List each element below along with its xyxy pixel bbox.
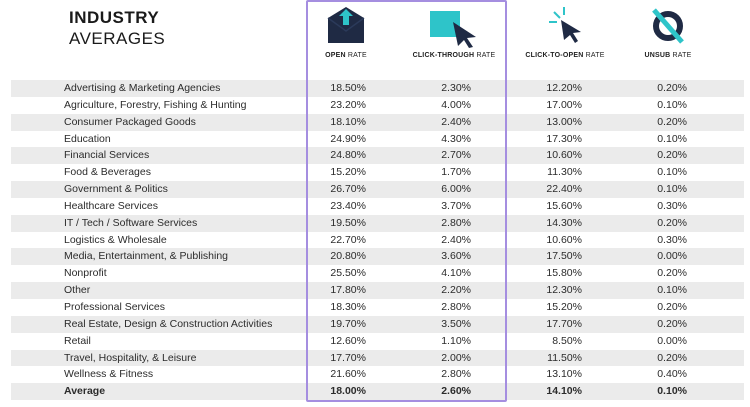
open-rate-value: 20.80% <box>330 250 366 263</box>
open-rate-value: 15.20% <box>330 166 366 179</box>
industry-name: Logistics & Wholesale <box>64 233 167 246</box>
industry-table <box>11 80 744 400</box>
table-row <box>11 181 744 198</box>
unsub-rate-value: 0.20% <box>657 216 687 229</box>
table-row <box>11 299 744 316</box>
open-rate-value: 26.70% <box>330 183 366 196</box>
click-to-open-rate-value: 15.60% <box>546 199 582 212</box>
unsub-rate-value: 0.20% <box>657 82 687 94</box>
industry-name: Real Estate, Design & Construction Activities <box>64 317 273 330</box>
column-header-unsub-rate <box>608 0 728 80</box>
open-rate-value: 23.40% <box>330 199 366 212</box>
unsub-rate-value: 0.30% <box>657 199 687 212</box>
click-to-open-rate-value: 12.20% <box>546 82 582 94</box>
table-row <box>11 147 744 164</box>
table-row <box>11 114 744 131</box>
click-through-rate-value: 2.80% <box>441 216 471 229</box>
click-to-open-rate-value: 17.30% <box>546 132 582 145</box>
click-through-rate-value: 2.30% <box>441 82 471 94</box>
click-through-rate-value: 2.80% <box>441 300 471 313</box>
click-through-rate-value: 3.60% <box>441 250 471 263</box>
click-through-rate-value: 4.30% <box>441 132 471 145</box>
cursor-click-icon <box>426 8 482 48</box>
cursor-sparkle-icon <box>544 4 586 46</box>
unsub-rate-value: 0.10% <box>657 385 687 398</box>
open-rate-value: 12.60% <box>330 334 366 347</box>
column-header-click-through-rate <box>394 0 514 80</box>
click-through-rate-value: 1.70% <box>441 166 471 179</box>
unsub-rate-value: 0.30% <box>657 233 687 246</box>
industry-name: Education <box>64 132 111 145</box>
table-row <box>11 282 744 299</box>
unsub-rate-value: 0.10% <box>657 284 687 297</box>
title-line-2: AVERAGES <box>69 29 166 48</box>
industry-name: Healthcare Services <box>64 199 158 212</box>
click-to-open-rate-value: 17.50% <box>546 250 582 263</box>
open-rate-value: 18.50% <box>330 82 366 94</box>
table-row <box>11 350 744 367</box>
click-to-open-rate-value: 11.50% <box>547 351 582 364</box>
click-to-open-rate-value: 13.00% <box>546 115 582 128</box>
unsub-rate-value: 0.20% <box>657 317 687 330</box>
industry-name: Government & Politics <box>64 183 168 196</box>
envelope-icon <box>325 4 367 46</box>
open-rate-value: 19.50% <box>330 216 366 229</box>
unsub-rate-value: 0.00% <box>657 334 687 347</box>
click-to-open-rate-value: 15.80% <box>546 267 582 280</box>
click-to-open-rate-value: 11.30% <box>547 166 582 179</box>
unsub-rate-value: 0.20% <box>657 351 687 364</box>
average-row <box>11 383 744 400</box>
industry-name: Agriculture, Forestry, Fishing & Hunting <box>64 98 247 111</box>
click-through-rate-value: 3.50% <box>441 317 471 330</box>
click-through-rate-value: 2.60% <box>441 385 471 398</box>
column-header-click-to-open-rate <box>505 0 625 80</box>
click-through-rate-value: 2.70% <box>441 149 471 162</box>
open-rate-value: 24.90% <box>330 132 366 145</box>
table-row <box>11 131 744 148</box>
industry-name: Average <box>64 385 106 398</box>
unsub-rate-value: 0.20% <box>657 300 687 313</box>
column-header-open-rate <box>286 0 406 80</box>
click-to-open-rate-value: 22.40% <box>546 183 582 196</box>
column-label-click-to-open-rate: CLICK-TO-OPEN RATE <box>525 52 605 59</box>
click-to-open-rate-value: 10.60% <box>546 233 582 246</box>
open-rate-value: 21.60% <box>330 368 366 381</box>
click-through-rate-value: 2.40% <box>441 115 471 128</box>
click-to-open-rate-value: 10.60% <box>546 149 582 162</box>
table-row <box>11 232 744 249</box>
open-rate-value: 17.80% <box>330 284 366 297</box>
click-to-open-rate-value: 8.50% <box>552 334 582 347</box>
unsub-rate-value: 0.10% <box>657 132 687 145</box>
click-to-open-rate-value: 12.30% <box>546 284 582 297</box>
click-through-rate-value: 1.10% <box>441 334 471 347</box>
table-row <box>11 248 744 265</box>
chart-title <box>69 7 165 49</box>
table-row <box>11 198 744 215</box>
industry-name: Travel, Hospitality, & Leisure <box>64 351 197 364</box>
unsub-rate-value: 0.20% <box>657 149 687 162</box>
click-through-rate-value: 4.10% <box>441 267 471 280</box>
click-to-open-rate-value: 14.30% <box>546 216 582 229</box>
open-rate-value: 17.70% <box>330 351 366 364</box>
table-row <box>11 164 744 181</box>
unsub-rate-value: 0.10% <box>657 183 687 196</box>
open-rate-value: 25.50% <box>330 267 366 280</box>
unsub-rate-value: 0.40% <box>657 368 687 381</box>
industry-name: Consumer Packaged Goods <box>64 115 196 128</box>
click-to-open-rate-value: 17.00% <box>546 98 582 111</box>
industry-name: Other <box>64 284 91 297</box>
table-row <box>11 97 744 114</box>
industry-name: Media, Entertainment, & Publishing <box>64 250 229 263</box>
unsub-rate-value: 0.20% <box>657 267 687 280</box>
click-through-rate-value: 2.00% <box>441 351 471 364</box>
unsubscribe-icon <box>648 6 688 46</box>
table-row <box>11 333 744 350</box>
table-row <box>11 80 744 97</box>
click-through-rate-value: 3.70% <box>441 199 471 212</box>
click-to-open-rate-value: 17.70% <box>546 317 582 330</box>
table-row <box>11 265 744 282</box>
industry-name: Retail <box>64 334 91 347</box>
industry-name: Wellness & Fitness <box>64 368 154 381</box>
click-through-rate-value: 2.80% <box>441 368 471 381</box>
open-rate-value: 18.30% <box>330 300 366 313</box>
open-rate-value: 18.00% <box>330 385 366 398</box>
industry-name: Nonprofit <box>64 267 107 280</box>
table-row <box>11 316 744 333</box>
unsub-rate-value: 0.10% <box>657 98 687 111</box>
industry-name: Advertising & Marketing Agencies <box>64 82 221 94</box>
column-label-unsub-rate: UNSUB RATE <box>644 52 692 59</box>
click-to-open-rate-value: 15.20% <box>546 300 582 313</box>
click-through-rate-value: 4.00% <box>441 98 471 111</box>
unsub-rate-value: 0.20% <box>657 115 687 128</box>
industry-name: Professional Services <box>64 300 165 313</box>
open-rate-value: 23.20% <box>330 98 366 111</box>
open-rate-value: 18.10% <box>330 115 366 128</box>
industry-name: Food & Beverages <box>64 166 151 179</box>
table-row <box>11 215 744 232</box>
click-to-open-rate-value: 13.10% <box>546 368 582 381</box>
column-label-open-rate: OPEN RATE <box>325 52 367 59</box>
industry-name: Financial Services <box>64 149 150 162</box>
click-through-rate-value: 2.20% <box>441 284 471 297</box>
open-rate-value: 19.70% <box>330 317 366 330</box>
click-through-rate-value: 6.00% <box>441 183 471 196</box>
unsub-rate-value: 0.00% <box>657 250 687 263</box>
click-through-rate-value: 2.40% <box>441 233 471 246</box>
unsub-rate-value: 0.10% <box>657 166 687 179</box>
title-line-1: INDUSTRY <box>69 8 160 27</box>
table-row <box>11 366 744 383</box>
click-to-open-rate-value: 14.10% <box>546 385 582 398</box>
open-rate-value: 22.70% <box>330 233 366 246</box>
industry-name: IT / Tech / Software Services <box>64 216 198 229</box>
column-label-click-through-rate: CLICK-THROUGH RATE <box>412 52 496 59</box>
open-rate-value: 24.80% <box>330 149 366 162</box>
